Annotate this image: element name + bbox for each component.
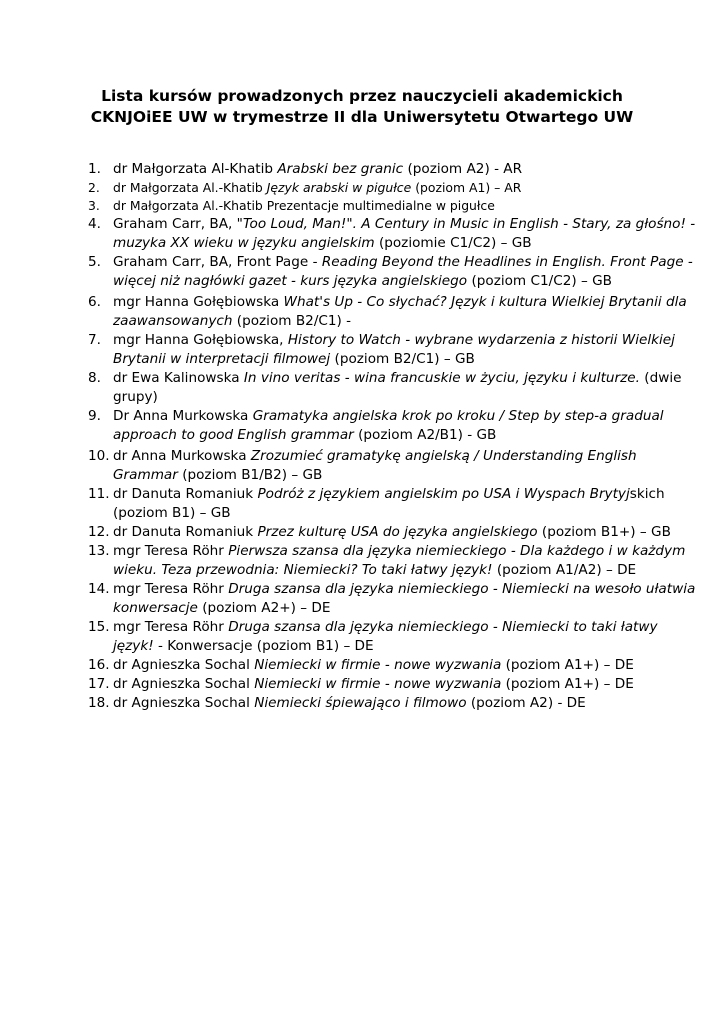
course-number: 11. (88, 486, 110, 502)
course-teacher: dr Agnieszka Sochal (113, 695, 250, 711)
course-details: (poziomie C1/C2) – GB (378, 235, 532, 251)
course-number: 18. (88, 695, 110, 711)
course-number: 15. (88, 619, 110, 635)
course-number: 5. (88, 254, 101, 270)
course-item (88, 331, 700, 369)
course-number: 16. (88, 657, 110, 673)
course-title: In vino veritas - wina francuskie w życiu, języku i kulturze. (243, 370, 640, 386)
course-teacher: mgr Teresa Röhr (113, 543, 224, 559)
course-item (88, 580, 700, 618)
course-title: Zrozumieć gramatykę angielską / Understanding English Grammar (113, 448, 637, 483)
course-list (88, 160, 700, 713)
course-teacher: dr Agnieszka Sochal (113, 676, 250, 692)
course-item (88, 253, 700, 291)
course-number: 2. (88, 180, 100, 195)
course-details: Prezentacje multimedialne w pigułce (266, 198, 495, 213)
course-item (88, 675, 700, 694)
course-teacher: Graham Carr, BA, " (113, 216, 243, 232)
course-teacher: dr Anna Murkowska (113, 448, 247, 464)
title-line-2: CKNJOiEE UW w trymestrze II dla Uniwersytetu Otwartego UW (90, 108, 634, 126)
course-number: 7. (88, 332, 101, 348)
course-teacher: mgr Hanna Gołębiowska, (113, 332, 284, 348)
course-title: Przez kulturę USA do języka angielskiego (257, 524, 538, 540)
course-details: (poziom B1/B2) – GB (182, 467, 323, 483)
course-item (88, 407, 700, 445)
course-details: - Konwersacje (poziom B1) – DE (157, 638, 374, 654)
course-item (88, 215, 700, 253)
course-item (88, 369, 700, 407)
course-title: Podróż z językiem angielskim po USA i Wyspach Brytyj (257, 486, 630, 502)
course-details: (poziom A1+) – DE (505, 657, 634, 673)
course-title: Druga szansa dla języka niemieckiego - Niemiecki to taki łatwy język! (113, 619, 658, 654)
course-item (88, 197, 700, 215)
course-item (88, 293, 700, 331)
course-teacher: dr Małgorzata Al-Khatib (113, 161, 274, 177)
course-teacher: mgr Teresa Röhr (113, 619, 229, 635)
course-teacher: dr Agnieszka Sochal (113, 657, 250, 673)
course-teacher: mgr Hanna Gołębiowska (113, 294, 280, 310)
course-details: (poziom A1/A2) – DE (496, 562, 637, 578)
course-title: Arabski bez granic (277, 161, 404, 177)
course-item (88, 542, 700, 580)
course-number: 6. (88, 294, 101, 310)
course-teacher: dr Ewa Kalinowska (113, 370, 240, 386)
course-details: (poziom B2/C1) - (236, 313, 352, 329)
course-teacher: mgr Teresa Röhr (113, 581, 224, 597)
course-number: 10. (88, 448, 110, 464)
course-number: 14. (88, 581, 110, 597)
course-title: Niemiecki w firmie - nowe wyzwania (254, 676, 502, 692)
course-title: Pierwsza szansa dla języka niemieckiego - Dla każdego i w każdym wieku. Teza przewodnia: Niemiecki? To taki łatwy język! (113, 543, 686, 578)
course-item (88, 160, 700, 179)
course-teacher: dr Małgorzata Al.-Khatib (113, 180, 263, 195)
title-line-1: Lista kursów prowadzonych przez nauczycieli akademickich (101, 87, 623, 105)
course-details: (poziom A1+) – DE (505, 676, 634, 692)
document-title (0, 86, 724, 128)
course-teacher: dr Danuta Romaniuk (113, 524, 254, 540)
course-number: 12. (88, 524, 110, 540)
course-title: Druga szansa dla języka niemieckiego - Niemiecki na wesoło ułatwia konwersacje (113, 581, 696, 616)
course-item (88, 179, 700, 197)
course-number: 8. (88, 370, 101, 386)
course-title: History to Watch - wybrane wydarzenia z historii Wielkiej Brytanii w interpretacji filmowej (113, 332, 675, 367)
course-teacher: Graham Carr, BA, Front Page - (113, 254, 318, 270)
course-item (88, 447, 700, 485)
course-details: (poziom A1) – AR (415, 180, 522, 195)
course-item (88, 485, 700, 523)
course-details: (poziom C1/C2) – GB (471, 273, 612, 289)
course-details: (poziom A2/B1) - GB (358, 427, 497, 443)
course-number: 4. (88, 216, 101, 232)
course-number: 3. (88, 198, 100, 213)
course-item (88, 523, 700, 542)
course-item (88, 618, 700, 656)
course-title: Gramatyka angielska krok po kroku / Step by step-a gradual approach to good English grammar (113, 408, 664, 443)
course-number: 13. (88, 543, 110, 559)
course-number: 9. (88, 408, 101, 424)
course-title: Reading Beyond the Headlines in English. Front Page - więcej niż nagłówki gazet - kurs języka angielskiego (113, 254, 693, 289)
course-title: What's Up - Co słychać? Język i kultura Wielkiej Brytanii dla zaawansowanych (113, 294, 687, 329)
course-title: Niemiecki w firmie - nowe wyzwania (254, 657, 502, 673)
course-teacher: Dr Anna Murkowska (113, 408, 249, 424)
course-item (88, 656, 700, 675)
course-details: (dwie grupy) (113, 370, 682, 405)
course-teacher: dr Danuta Romaniuk (113, 486, 254, 502)
course-details: skich (poziom B1) – GB (113, 486, 665, 521)
course-details: (poziom A2+) – DE (202, 600, 331, 616)
course-teacher: dr Małgorzata Al.-Khatib (113, 198, 263, 213)
course-number: 1. (88, 161, 101, 177)
course-title: Too Loud, Man!". A Century in Music in English - Stary, za głośno! - muzyka XX wieku w języku angielskim (113, 216, 696, 251)
course-title: Język arabski w pigułce (266, 180, 412, 195)
course-number: 17. (88, 676, 110, 692)
course-details: (poziom B1+) – GB (541, 524, 671, 540)
course-item (88, 694, 700, 713)
course-details: (poziom A2) - AR (407, 161, 523, 177)
course-details: (poziom B2/C1) – GB (334, 351, 475, 367)
course-details: (poziom A2) - DE (470, 695, 586, 711)
course-title: Niemiecki śpiewająco i filmowo (254, 695, 467, 711)
